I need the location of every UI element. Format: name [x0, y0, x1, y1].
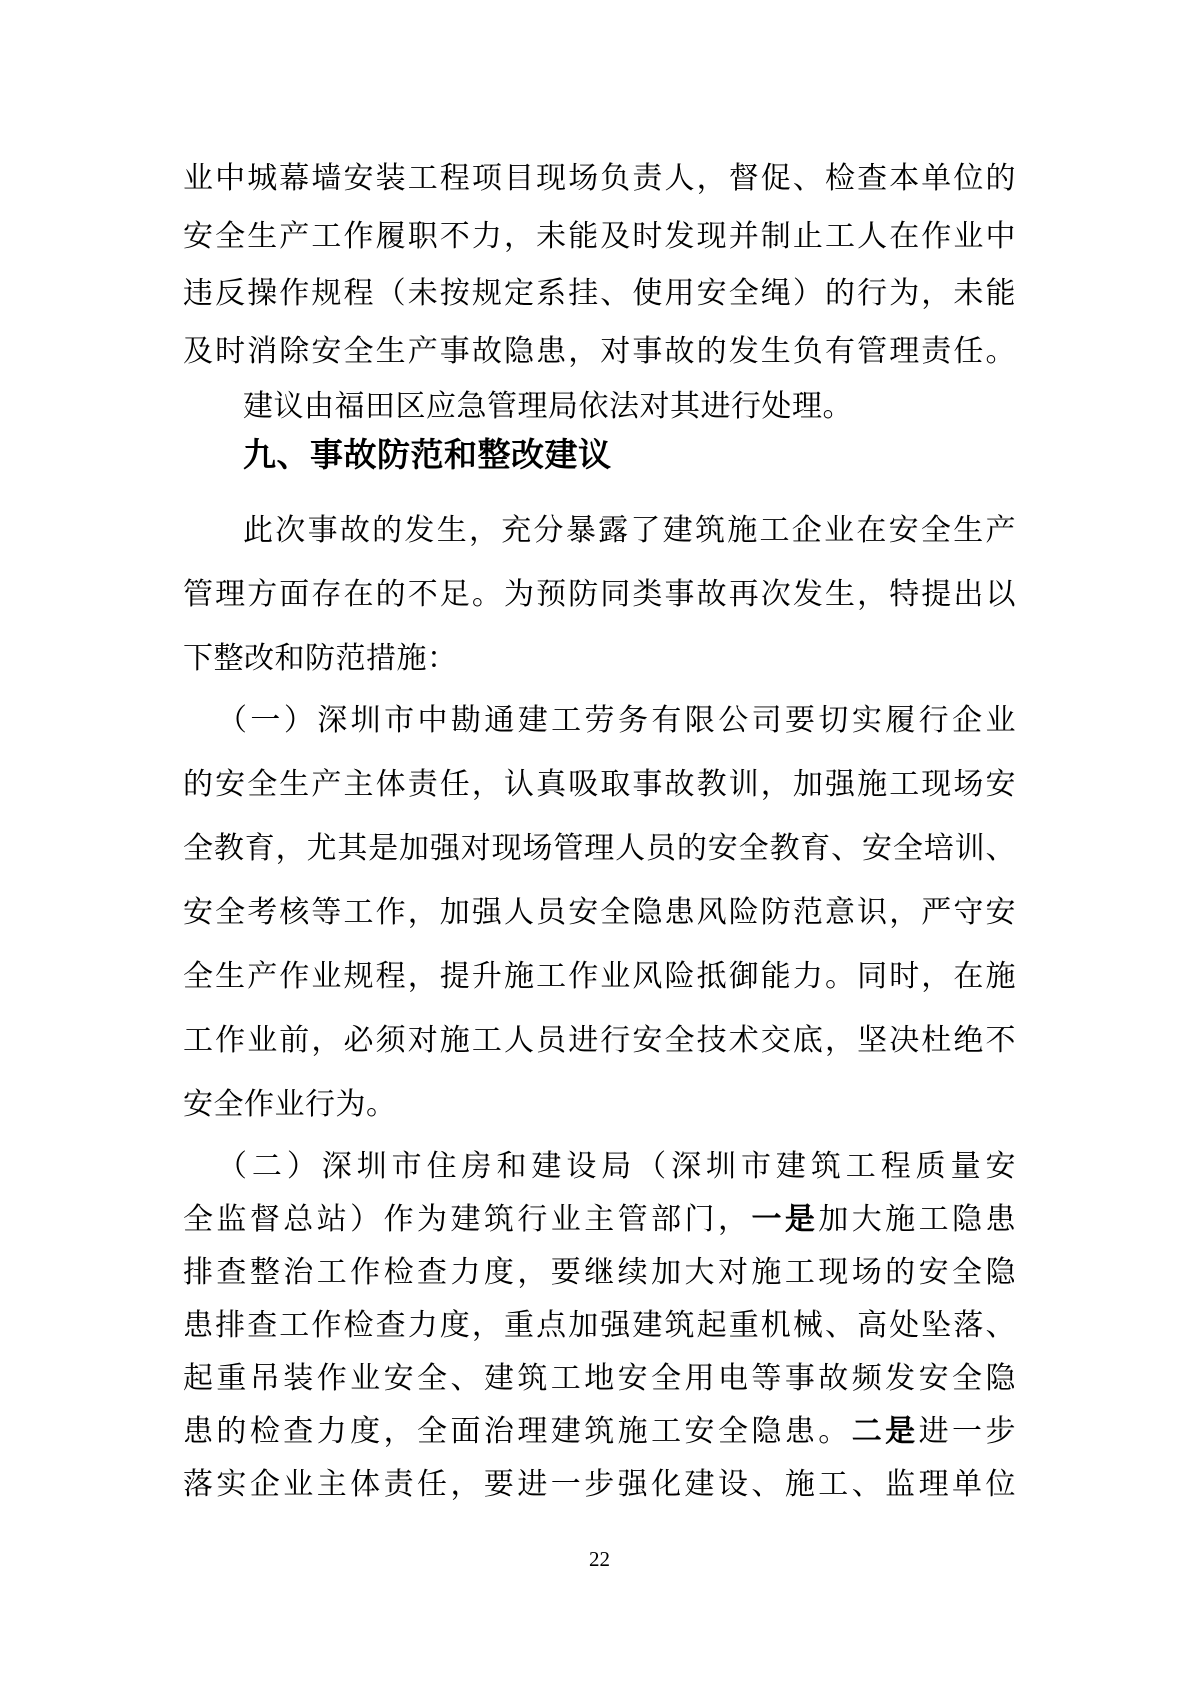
text-segment: 加大施工隐患	[818, 1203, 1016, 1236]
text-line: 下整改和防范措施：	[183, 642, 458, 675]
text-line: 建议由福田区应急管理局依法对其进行处理。	[243, 390, 853, 423]
text-line: 安全考核等工作，加强人员安全隐患风险防范意识，严守安	[183, 896, 1016, 929]
page-number: 22	[589, 1547, 610, 1571]
text-line: 全教育，尤其是加强对现场管理人员的安全教育、安全培训、	[183, 832, 1016, 865]
text-line: 工作业前，必须对施工人员进行安全技术交底，坚决杜绝不	[183, 1024, 1016, 1057]
text-line: 排查整治工作检查力度，要继续加大对施工现场的安全隐	[183, 1256, 1016, 1289]
bold-emphasis: 二是	[851, 1415, 919, 1448]
para-item1	[183, 689, 1016, 1137]
text-line: （二）深圳市住房和建设局（深圳市建筑工程质量安	[217, 1150, 1016, 1183]
para-intro	[183, 499, 1016, 691]
text-line: 落实企业主体责任，要进一步强化建设、施工、监理单位	[183, 1468, 1016, 1501]
text-segment: 患的检查力度，全面治理建筑施工安全隐患。	[183, 1415, 852, 1448]
text-line: 安全生产工作履职不力，未能及时发现并制止工人在作业中	[183, 219, 1016, 253]
text-line: 业中城幕墙安装工程项目现场负责人，督促、检查本单位的	[183, 162, 1016, 195]
bold-emphasis: 一是	[751, 1203, 819, 1236]
text-line: 起重吊装作业安全、建筑工地安全用电等事故频发安全隐	[183, 1362, 1016, 1395]
section-heading	[183, 425, 1016, 485]
text-line: 全生产作业规程，提升施工作业风险抵御能力。同时，在施	[183, 960, 1016, 993]
text-segment: 进一步	[918, 1415, 1016, 1448]
para-item2	[183, 1140, 1016, 1511]
text-line: （一）深圳市中勘通建工劳务有限公司要切实履行企业	[217, 704, 1016, 737]
text-line: 管理方面存在的不足。为预防同类事故再次发生，特提出以	[183, 578, 1016, 611]
text-line: 及时消除安全生产事故隐患，对事故的发生负有管理责任。	[183, 334, 1016, 368]
text-line	[183, 1193, 1016, 1246]
text-line	[183, 1405, 1016, 1458]
section-heading-text: 九、事故防范和整改建议	[243, 436, 612, 473]
text-line: 此次事故的发生，充分暴露了建筑施工企业在安全生产	[243, 514, 1016, 547]
text-line: 违反操作规程（未按规定系挂、使用安全绳）的行为，未能	[183, 277, 1016, 310]
text-line: 的安全生产主体责任，认真吸取事故教训，加强施工现场安	[183, 768, 1016, 801]
text-segment: 全监督总站）作为建筑行业主管部门，	[183, 1203, 752, 1236]
text-line: 患排查工作检查力度，重点加强建筑起重机械、高处坠落、	[183, 1309, 1016, 1342]
text-line: 安全作业行为。	[183, 1088, 397, 1121]
para-continuation	[183, 150, 1016, 380]
